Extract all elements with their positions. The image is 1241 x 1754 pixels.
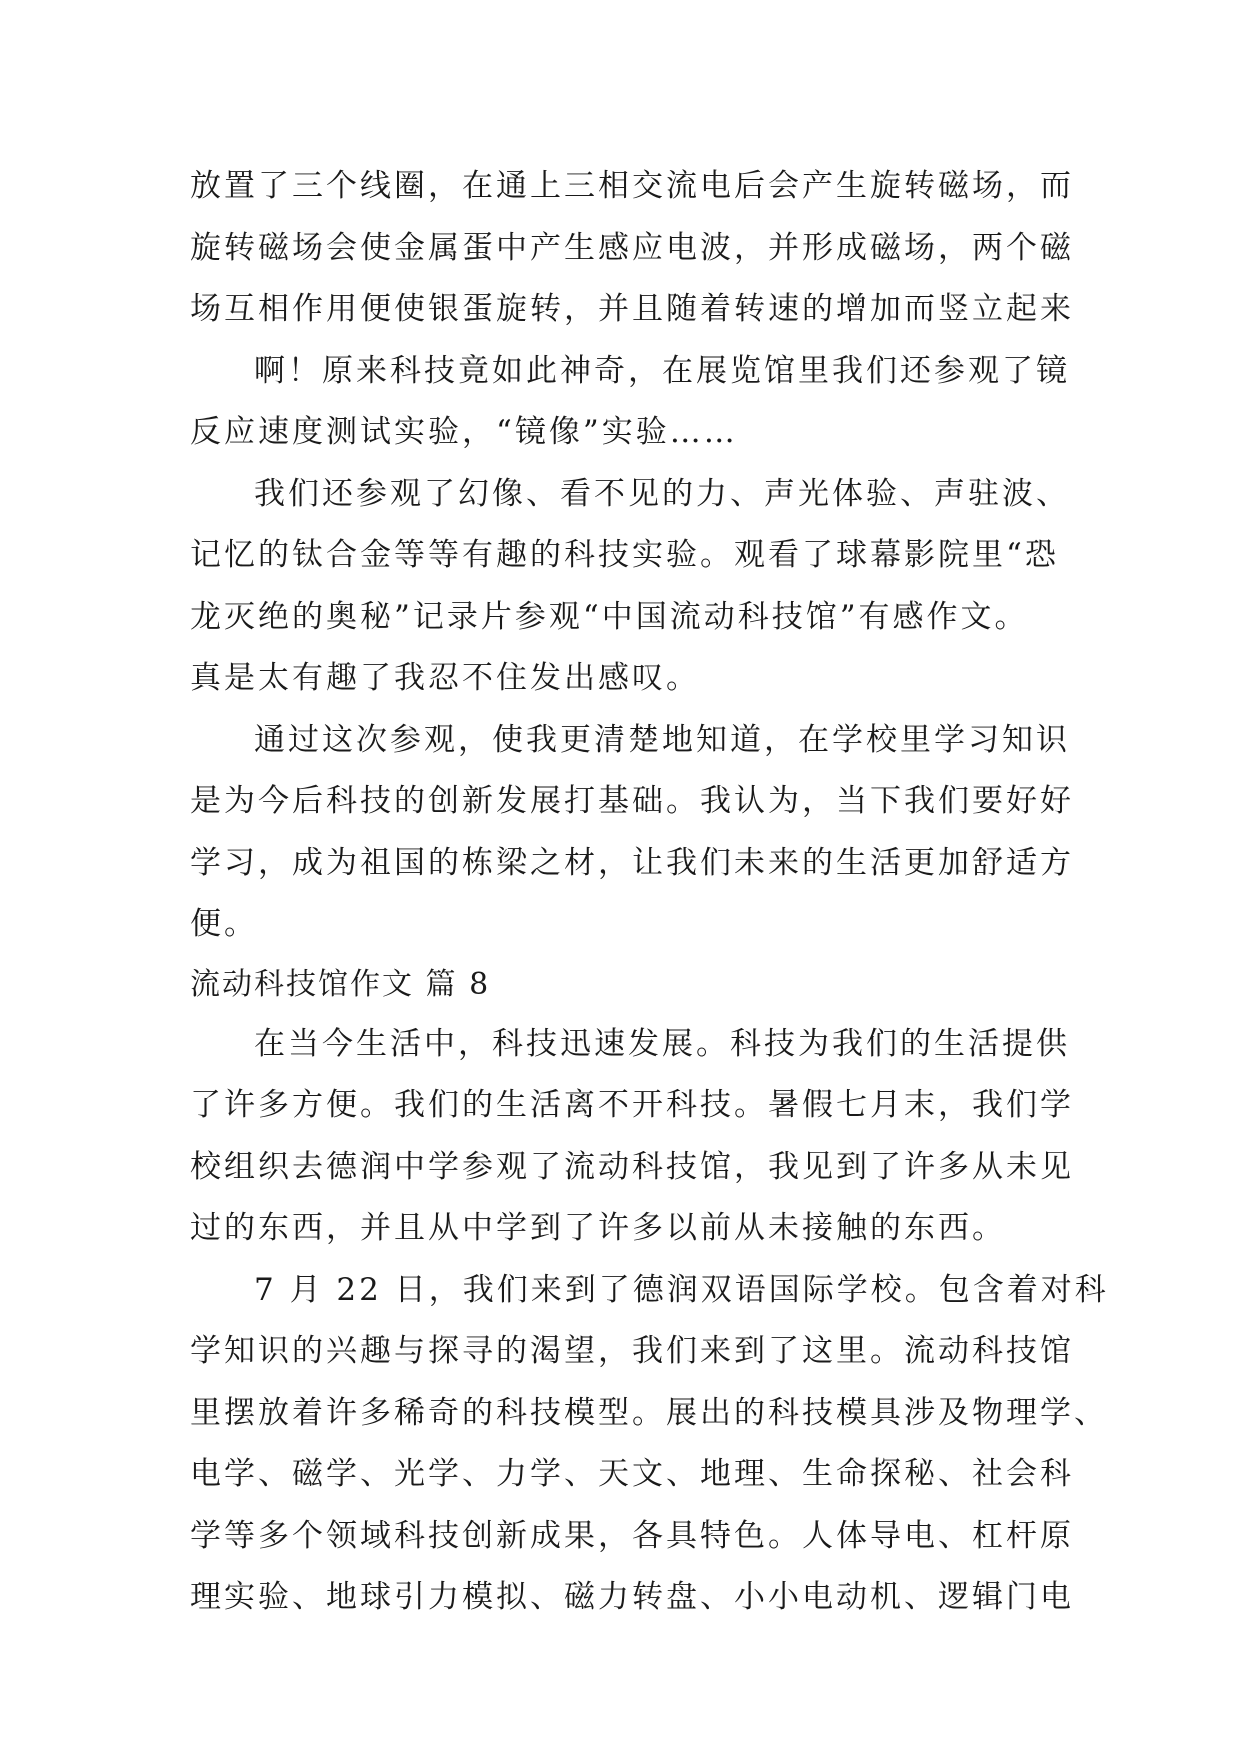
text-line: 了许多方便。我们的生活离不开科技。暑假七月末，我们学 <box>190 1087 1074 1123</box>
document-body <box>190 156 1109 1629</box>
text-line: 理实验、地球引力模拟、磁力转盘、小小电动机、逻辑门电 <box>190 1579 1074 1615</box>
text-line: 电学、磁学、光学、力学、天文、地理、生命探秘、社会科 <box>190 1456 1074 1492</box>
paragraph-start-line: 我们还参观了幻像、看不见的力、声光体验、声驻波、 <box>254 475 1070 512</box>
text-line: 旋转磁场会使金属蛋中产生感应电波，并形成磁场，两个磁 <box>190 229 1074 266</box>
text-line: 学习，成为祖国的栋梁之材，让我们未来的生活更加舒适方 <box>190 844 1074 881</box>
text-line: 学知识的兴趣与探寻的渴望，我们来到了这里。流动科技馆 <box>190 1333 1074 1369</box>
section-heading: 流动科技馆作文 篇 8 <box>190 966 491 1002</box>
text-line: 反应速度测试实验，“镜像”实验…… <box>190 414 738 450</box>
text-line: 过的东西，并且从中学到了许多以前从未接触的东西。 <box>190 1210 1006 1246</box>
text-line: 龙灭绝的奥秘”记录片参观“中国流动科技馆”有感作文。 <box>190 598 1029 635</box>
text-line: 是为今后科技的创新发展打基础。我认为，当下我们要好好 <box>190 783 1074 819</box>
text-line: 校组织去德润中学参观了流动科技馆，我见到了许多从未见 <box>190 1148 1074 1185</box>
text-line: 放置了三个线圈，在通上三相交流电后会产生旋转磁场，而 <box>190 168 1074 204</box>
text-line: 记忆的钛合金等等有趣的科技实验。观看了球幕影院里“恐 <box>190 537 1059 573</box>
paragraph-start-line: 通过这次参观，使我更清楚地知道，在学校里学习知识 <box>254 721 1070 758</box>
text-line: 场互相作用便使银蛋旋转，并且随着转速的增加而竖立起来 <box>190 291 1074 327</box>
text-line: 真是太有趣了我忍不住发出感叹。 <box>190 660 700 696</box>
paragraph-start-line: 啊！原来科技竟如此神奇，在展览馆里我们还参观了镜 <box>254 352 1070 389</box>
text-line: 便。 <box>190 906 258 942</box>
text-line: 里摆放着许多稀奇的科技模型。展出的科技模具涉及物理学、 <box>190 1394 1108 1431</box>
paragraph-start-line: 7 月 22 日，我们来到了德润双语国际学校。包含着对科 <box>254 1271 1109 1308</box>
paragraph-start-line: 在当今生活中，科技迅速发展。科技为我们的生活提供 <box>254 1025 1070 1062</box>
text-line: 学等多个领域科技创新成果，各具特色。人体导电、杠杆原 <box>190 1517 1074 1554</box>
